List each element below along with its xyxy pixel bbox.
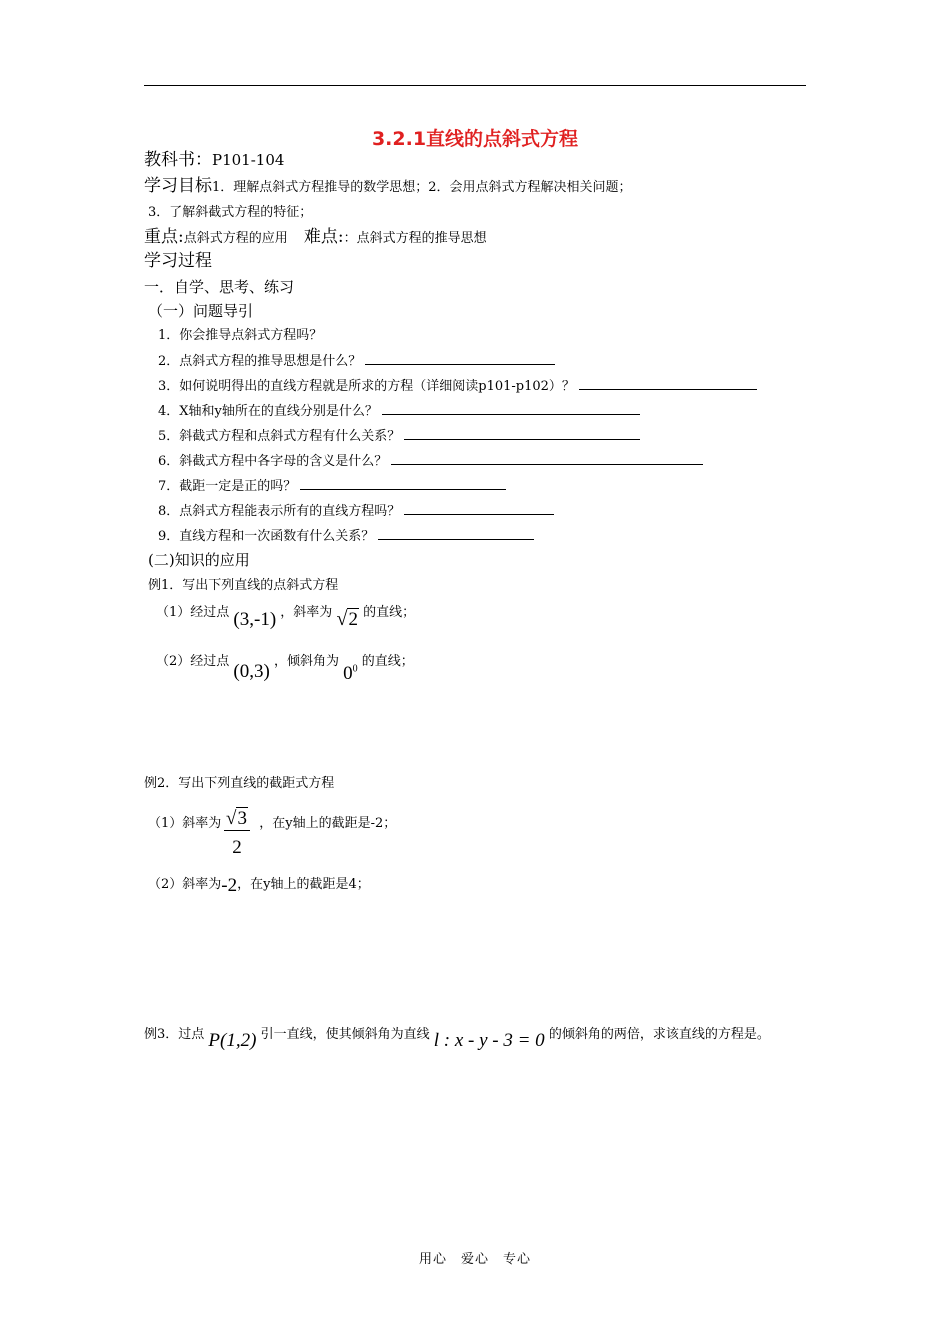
point-expression: P(1,2) <box>208 1030 257 1051</box>
point-expression: (0,3) <box>233 661 270 683</box>
question-7: 7．截距一定是正的吗？ <box>158 477 506 496</box>
textbook-label: 教科书： <box>144 150 212 170</box>
answer-blank[interactable] <box>391 452 703 465</box>
slope-value: -2 <box>221 875 238 896</box>
example-2-item-1: （1）斜率为 ，在y轴上的截距是-2； <box>148 816 397 831</box>
process-heading: 学习过程 <box>144 251 212 271</box>
question-8: 8．点斜式方程能表示所有的直线方程吗？ <box>158 502 554 521</box>
textbook-pages: P101-104 <box>212 151 285 169</box>
question-5: 5．斜截式方程和点斜式方程有什么关系？ <box>158 427 640 446</box>
nandian-text: ：点斜式方程的推导思想 <box>343 231 487 246</box>
example-1-item-1: （1）经过点 (3,-1) ，斜率为 √2 的直线； <box>156 605 416 630</box>
sqrt-expression: √2 <box>336 608 358 630</box>
question-3: 3．如何说明得出的直线方程就是所求的方程（详细阅读p101-p102）？ <box>158 377 757 396</box>
zhongdian-text: 点斜式方程的应用 <box>183 231 288 246</box>
question-6: 6．斜截式方程中各字母的含义是什么？ <box>158 452 703 471</box>
answer-blank[interactable] <box>382 402 640 415</box>
example-1-item-2: （2）经过点 (0,3) ，倾斜角为 $0^0$ 的直线； <box>156 654 414 685</box>
answer-blank[interactable] <box>300 477 506 490</box>
question-1: 1．你会推导点斜式方程吗？ <box>158 328 323 343</box>
question-2: 2．点斜式方程的推导思想是什么？ <box>158 352 555 371</box>
objectives-text-1: 1．理解点斜式方程推导的数学思想；2．会用点斜式方程解决相关问题； <box>212 180 632 195</box>
point-expression: (3,-1) <box>233 609 277 630</box>
answer-blank[interactable] <box>378 527 534 540</box>
zhongdian-label: 重点: <box>144 227 184 247</box>
answer-blank[interactable] <box>579 377 757 390</box>
page-footer: 用心 爱心 专心 <box>418 1252 531 1267</box>
objectives-label: 学习目标 <box>144 176 212 196</box>
answer-blank[interactable] <box>404 502 554 515</box>
nandian-label: 难点: <box>303 227 344 247</box>
slope-fraction: $\frac{√3}{2}$ <box>224 808 250 859</box>
answer-blank[interactable] <box>404 427 640 440</box>
objectives-text-2: 3．了解斜截式方程的特征； <box>148 205 313 220</box>
example-2-title: 例2．写出下列直线的截距式方程 <box>144 776 335 791</box>
example-3: 例3．过点 P(1,2) 引一直线，使其倾斜角为直线 l : x - y - 3 = 0 的倾斜角的两倍，求该直线的方程是。 <box>144 1027 770 1051</box>
textbook-line <box>144 151 284 171</box>
objectives-line <box>144 177 632 197</box>
section-heading-1: 一．自学、思考、练习 <box>144 278 295 296</box>
angle-expression: $0^0$ <box>343 663 358 685</box>
line-equation: l : x - y - 3 = 0 <box>433 1030 545 1051</box>
document-title: 3.2.1直线的点斜式方程 <box>371 128 579 150</box>
question-4: 4．X轴和y轴所在的直线分别是什么？ <box>158 402 640 421</box>
question-9: 9．直线方程和一次函数有什么关系？ <box>158 527 534 546</box>
subsection-heading-2: (二)知识的应用 <box>148 551 250 569</box>
key-points-line <box>144 228 487 248</box>
example-1-title: 例1．写出下列直线的点斜式方程 <box>148 578 339 593</box>
example-2-item-2: （2）斜率为-2，在y轴上的截距是4； <box>148 875 370 896</box>
subsection-heading-1: （一）问题导引 <box>148 302 254 320</box>
answer-blank[interactable] <box>365 352 555 365</box>
header-rule <box>144 85 806 86</box>
